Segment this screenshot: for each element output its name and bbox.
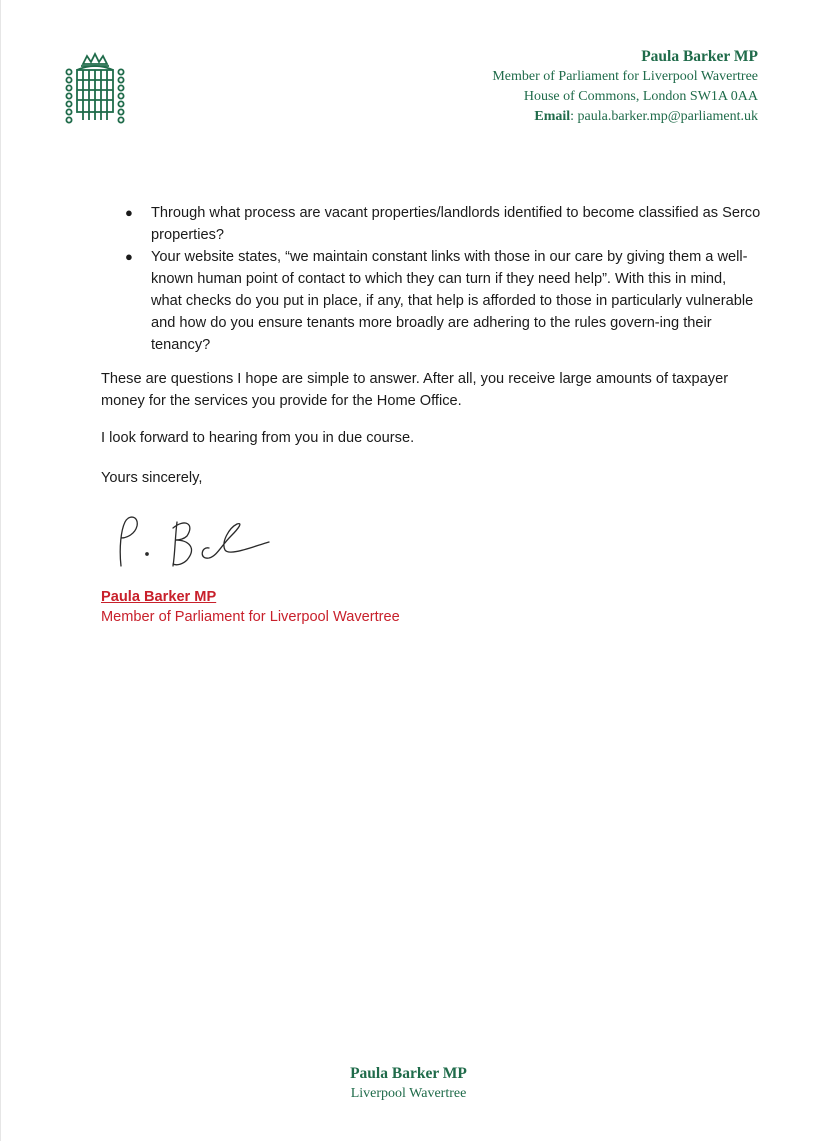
email-label: Email	[534, 109, 571, 124]
signatory-title: Member of Parliament for Liverpool Wavertree	[101, 609, 400, 625]
page-footer	[1, 1064, 815, 1104]
closing-remark: These are questions I hope are simple to answer. After all, you receive large amounts of taxpayer money for the services you provide for the Home Office.	[101, 371, 729, 409]
forward-line: I look forward to hearing from you in due course.	[101, 430, 415, 446]
letterhead-name: Paula Barker MP	[641, 48, 758, 65]
email-address: : paula.barker.mp@parliament.uk	[570, 109, 758, 124]
letterhead-role: Member of Parliament for Liverpool Wavertree	[492, 69, 758, 84]
handwritten-signature	[109, 508, 279, 578]
portcullis-icon	[63, 52, 127, 124]
footer-name: Paula Barker MP	[350, 1065, 467, 1082]
list-item	[101, 202, 761, 246]
letterhead-address: House of Commons, London SW1A 0AA	[523, 89, 758, 104]
question-text: Through what process are vacant properties/landlords identified to become classified as Serco properties?	[151, 205, 761, 243]
footer-constituency: Liverpool Wavertree	[350, 1086, 467, 1101]
bullet-icon: ●	[125, 249, 133, 264]
letterhead	[492, 47, 758, 127]
list-item	[101, 246, 761, 356]
letterhead-email	[492, 107, 758, 127]
question-text: Your website states, “we maintain constant links with those in our care by giving them a well-known human point of contact to which they can turn if they need help”. With this in mind, what checks do you put in place, if any, that help is afforded to those in particularly vulnerable and how do you ensure tenants more broadly are adhering to the rules govern-ing their tenancy?	[151, 249, 754, 353]
question-list	[101, 202, 761, 356]
bullet-icon: ●	[125, 205, 133, 220]
sign-off: Yours sincerely,	[101, 470, 203, 486]
signatory-name: Paula Barker MP	[101, 589, 217, 605]
letter-body	[101, 202, 761, 486]
